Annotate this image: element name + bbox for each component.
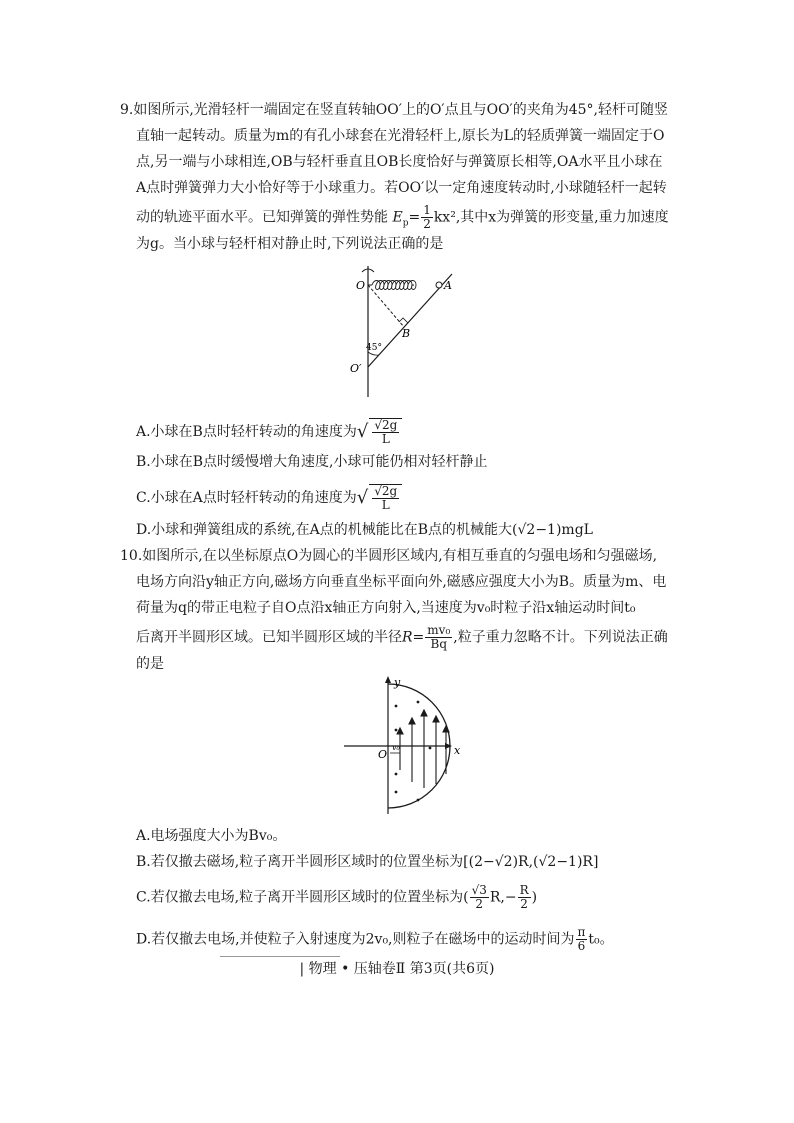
q9-option-c — [136, 484, 402, 512]
ep-subscript: p — [402, 218, 409, 229]
q9-c-root — [369, 484, 402, 512]
q10-option-c — [136, 884, 537, 911]
label-O: O — [356, 279, 366, 292]
q10-c-num1: √3 — [471, 883, 487, 897]
y-axis-arrow-icon — [385, 676, 391, 683]
label-A: A — [444, 279, 452, 292]
q9-a-text: A.小球在B点时轻杆转动的角速度为 — [136, 424, 357, 440]
q9-option-d: D.小球和弹簧组成的系统,在A点的机械能比在B点的机械能大(√2−1)mgL — [136, 522, 593, 538]
q10-d-num: π — [577, 925, 586, 939]
q9-line-2: 直轴一起转动。质量为m的有孔小球套在光滑轻杆上,原长为L的轻质弹簧一端固定于O — [136, 128, 665, 144]
q9-line-5-text: 动的轨迹平面水平。已知弹簧的弹性势能 — [136, 209, 388, 226]
q9-option-a — [136, 418, 402, 446]
r-fraction — [425, 624, 452, 651]
sqrt-icon: √ — [356, 487, 369, 508]
spring — [368, 281, 416, 290]
q9-c-frac — [372, 485, 399, 512]
label-angle: 45° — [366, 343, 382, 353]
q10-c-tail: ) — [531, 889, 538, 906]
q10-c-text: C.若仅撤去电场,粒子离开半圆形区域时的位置坐标为( — [136, 889, 469, 906]
ep-frac-den: 2 — [423, 217, 431, 231]
q9-c-den: L — [381, 498, 390, 512]
q10-diagram — [340, 674, 480, 820]
q10-line-2: 电场方向沿y轴正方向,磁场方向垂直坐标平面向外,磁感应强度大小为B。质量为m、电 — [136, 574, 667, 590]
q10-option-a: A.电场强度大小为Bv₀。 — [136, 828, 287, 844]
q10-line-5: 的是 — [136, 656, 164, 672]
ep-tail: kx²,其中x为弹簧的形变量,重力加速度 — [433, 209, 669, 226]
footer-rule — [220, 956, 340, 957]
right-angle-mark — [399, 318, 408, 323]
q9-line-3: 点,另一端与小球相连,OB与轻杆垂直且OB长度恰好与弹簧原长相等,OA水平且小球在 — [136, 154, 663, 170]
q9-c-text: C.小球在A点时轻杆转动的角速度为 — [136, 490, 357, 506]
q10-c-frac2 — [518, 884, 531, 911]
q9-option-b: B.小球在B点时缓慢增大角速度,小球可能仍相对轻杆静止 — [136, 454, 488, 470]
dashed-OB — [368, 285, 404, 327]
q10-c-den2: 2 — [520, 897, 528, 911]
q9-line-6: 为g。当小球与轻杆相对静止时,下列说法正确的是 — [136, 236, 444, 252]
label-B: B — [402, 327, 411, 340]
r-tail: ,粒子重力忽略不计。下列说法正确 — [453, 629, 668, 646]
r-frac-num: mv₀ — [427, 623, 451, 637]
electric-field-arrows — [397, 710, 449, 788]
q10-d-tail: t₀。 — [588, 931, 614, 948]
q10-c-mid: R,− — [489, 889, 517, 906]
q9-a-frac — [372, 419, 399, 446]
sqrt-icon: √ — [356, 421, 369, 442]
q10-d-text: D.若仅撤去电场,并使粒子入射速度为2v₀,则粒子在磁场中的运动时间为 — [136, 931, 575, 948]
q9-line-1: 9.如图所示,光滑轻杆一端固定在竖直转轴OO′上的O′点且与OO′的夹角为45°,轻杆可随竖 — [120, 102, 668, 118]
q10-d-den: 6 — [577, 939, 586, 953]
q9-a-den: L — [381, 432, 390, 446]
ep-symbol: E — [392, 209, 403, 226]
ball-A — [436, 282, 442, 288]
q10-option-d — [136, 926, 614, 953]
q10-c-num2: R — [519, 883, 529, 897]
r-prefix: R= — [402, 629, 425, 646]
label-O-prime: O′ — [350, 362, 362, 375]
ep-equals: = — [408, 209, 421, 226]
r-frac-den: Bq — [430, 637, 448, 651]
label-O: O — [378, 748, 388, 761]
q10-line-3: 荷量为q的带正电粒子自O点沿x轴正方向射入,当速度为v₀时粒子沿x轴运动时间t₀ — [136, 600, 636, 616]
q10-line-1: 10.如图所示,在以坐标原点O为圆心的半圆形区域内,有相互垂直的匀强电场和匀强磁场, — [120, 548, 658, 564]
ep-frac-num: 1 — [423, 203, 431, 217]
q10-line-4 — [136, 624, 668, 651]
label-y: y — [394, 676, 401, 689]
q9-c-num: √2g — [374, 484, 398, 498]
q9-a-root — [369, 418, 402, 446]
q10-d-frac — [576, 926, 588, 953]
label-v0: v₀ — [392, 743, 400, 752]
q10-line-4-text: 后离开半圆形区域。已知半圆形区域的半径 — [136, 629, 402, 646]
page-footer: | 物理 • 压轴卷Ⅱ 第3页(共6页) — [299, 961, 495, 977]
q9-line-5 — [136, 204, 669, 233]
q10-c-frac1 — [470, 884, 489, 911]
label-x: x — [454, 744, 461, 757]
q9-a-num: √2g — [374, 418, 398, 432]
q10-option-b: B.若仅撤去磁场,粒子离开半圆形区域时的位置坐标为[(2−√2)R,(√2−1)R] — [136, 854, 599, 870]
q10-c-den1: 2 — [475, 897, 484, 911]
q9-line-4: A点时弹簧弹力大小恰好等于小球重力。若OO′以一定角速度转动时,小球随轻杆一起转 — [136, 180, 667, 196]
q9-diagram — [330, 262, 470, 402]
ep-fraction — [421, 204, 433, 231]
